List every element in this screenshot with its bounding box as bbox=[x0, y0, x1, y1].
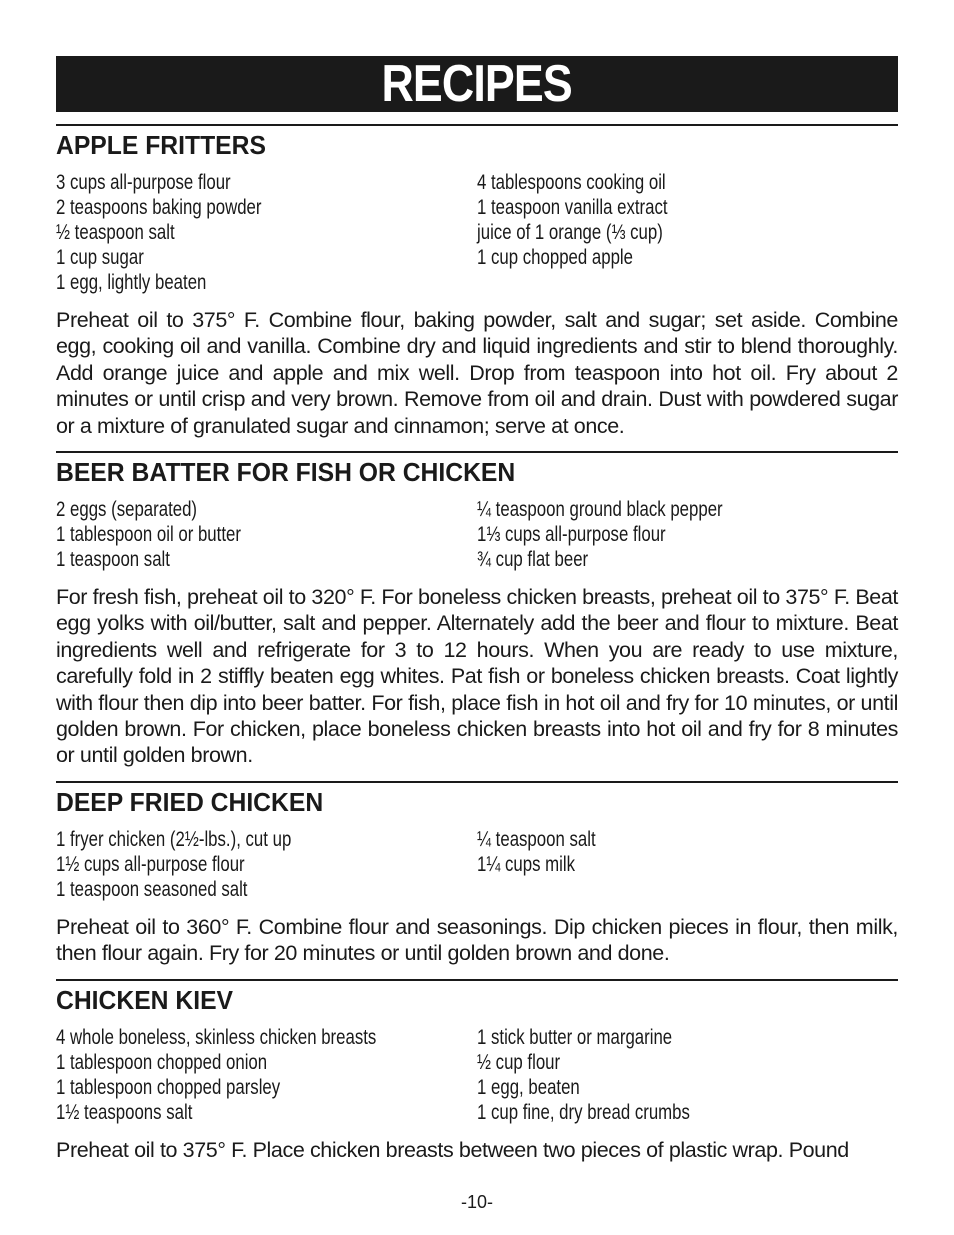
ingredient-item: 3 cups all-purpose flour bbox=[56, 171, 231, 194]
ingredient-item: 1 cup sugar bbox=[56, 246, 144, 269]
ingredient-item: 2 eggs (separated) bbox=[56, 498, 198, 522]
ingredient-item: 1 teaspoon salt bbox=[56, 548, 170, 572]
ingredient-column-left bbox=[56, 827, 477, 902]
ingredient-item: 1 egg, lightly beaten bbox=[56, 271, 207, 294]
ingredient-column-right bbox=[477, 1025, 898, 1125]
recipe-title: BEER BATTER FOR FISH OR CHICKEN bbox=[56, 457, 516, 488]
ingredient-item: juice of 1 orange (⅓ cup) bbox=[477, 221, 663, 244]
ingredient-item: 1 tablespoon chopped onion bbox=[56, 1050, 268, 1074]
ingredient-item: 4 whole boneless, skinless chicken breasts bbox=[56, 1025, 377, 1049]
recipe-title: DEEP FRIED CHICKEN bbox=[56, 786, 324, 817]
ingredient-column-right bbox=[477, 170, 898, 295]
ingredient-item: ¼ teaspoon salt bbox=[477, 827, 596, 851]
ingredient-item: 2 teaspoons baking powder bbox=[56, 196, 262, 219]
recipe-section bbox=[56, 781, 898, 967]
ingredient-item: ¼ teaspoon ground black pepper bbox=[477, 498, 723, 522]
ingredient-item: 1 tablespoon oil or butter bbox=[56, 523, 241, 547]
recipe-title: CHICKEN KIEV bbox=[56, 984, 234, 1015]
ingredient-item: 1 teaspoon vanilla extract bbox=[477, 196, 668, 219]
ingredient-item: 1 cup chopped apple bbox=[477, 246, 633, 269]
ingredient-item: 1 fryer chicken (2½-lbs.), cut up bbox=[56, 827, 292, 851]
ingredient-list bbox=[56, 1025, 898, 1125]
ingredient-column-left bbox=[56, 1025, 477, 1125]
ingredient-item: 1½ teaspoons salt bbox=[56, 1100, 193, 1124]
page-title: RECIPES bbox=[381, 55, 573, 113]
ingredient-column-right bbox=[477, 827, 898, 902]
ingredient-item: ½ teaspoon salt bbox=[56, 221, 175, 244]
ingredient-item: 1 teaspoon seasoned salt bbox=[56, 877, 248, 901]
ingredient-item: 1⅓ cups all-purpose flour bbox=[477, 523, 666, 547]
recipe-title: APPLE FRITTERS bbox=[56, 130, 266, 160]
ingredient-item: 1 stick butter or margarine bbox=[477, 1025, 673, 1049]
ingredient-item: ¾ cup flat beer bbox=[477, 548, 589, 572]
ingredient-item: 1 egg, beaten bbox=[477, 1075, 580, 1099]
ingredient-item: 1 tablespoon chopped parsley bbox=[56, 1075, 281, 1099]
page-number: -10- bbox=[460, 1192, 493, 1212]
recipe-method: Preheat oil to 360° F. Combine flour and seasonings. Dip chicken pieces in flour, then milk, then flour again. Fry for 20 minutes or until golden brown and done. bbox=[56, 914, 898, 966]
recipe-section bbox=[56, 451, 898, 769]
ingredient-item: 1¼ cups milk bbox=[477, 852, 576, 876]
recipe-method: Preheat oil to 375° F. Combine flour, baking powder, salt and sugar; set aside. Combine egg, cooking oil and vanilla. Combine dry and liquid ingredients and stir to blend thoroughly. Add orange juice and apple and mix well. Drop from teaspoon into hot oil. Fry about 2 minutes or until crisp and very brown. Remove from oil and drain. Dust with powdered sugar or a mixture of granulated sugar and cinnamon; serve at once. bbox=[56, 308, 898, 438]
ingredient-item: 1½ cups all-purpose flour bbox=[56, 852, 245, 876]
ingredient-list bbox=[56, 497, 898, 572]
recipe-method: Preheat oil to 375° F. Place chicken breasts between two pieces of plastic wrap. Pound bbox=[56, 1137, 849, 1162]
ingredient-item: 1 cup fine, dry bread crumbs bbox=[477, 1100, 690, 1124]
ingredient-column-left bbox=[56, 497, 477, 572]
recipe-method: For fresh fish, preheat oil to 320° F. For boneless chicken breasts, preheat oil to 375° F. Beat egg yolks with oil/butter, salt and pepper. Alternately add the beer and flour to mixture. Beat ingredients well and refrigerate for 3 to 12 hours. When you are ready to use mixture, carefully fold in 2 stiffly beaten egg whites. Pat fish or boneless chicken breasts. Coat lightly with flour then dip into beer batter. For fish, place fish in hot oil and fry for 10 minutes, or until golden brown. For chicken, place boneless chicken breasts into hot oil and fry for 8 minutes or until golden brown. bbox=[56, 585, 898, 768]
recipe-section bbox=[56, 979, 898, 1163]
ingredient-column-left bbox=[56, 170, 477, 295]
recipe-section bbox=[56, 124, 898, 439]
ingredient-list bbox=[56, 170, 898, 295]
page-title-banner bbox=[56, 56, 898, 112]
ingredient-item: ½ cup flour bbox=[477, 1050, 561, 1074]
ingredient-list bbox=[56, 827, 898, 902]
ingredient-item: 4 tablespoons cooking oil bbox=[477, 171, 666, 194]
recipe-page bbox=[56, 56, 898, 1163]
ingredient-column-right bbox=[477, 497, 898, 572]
